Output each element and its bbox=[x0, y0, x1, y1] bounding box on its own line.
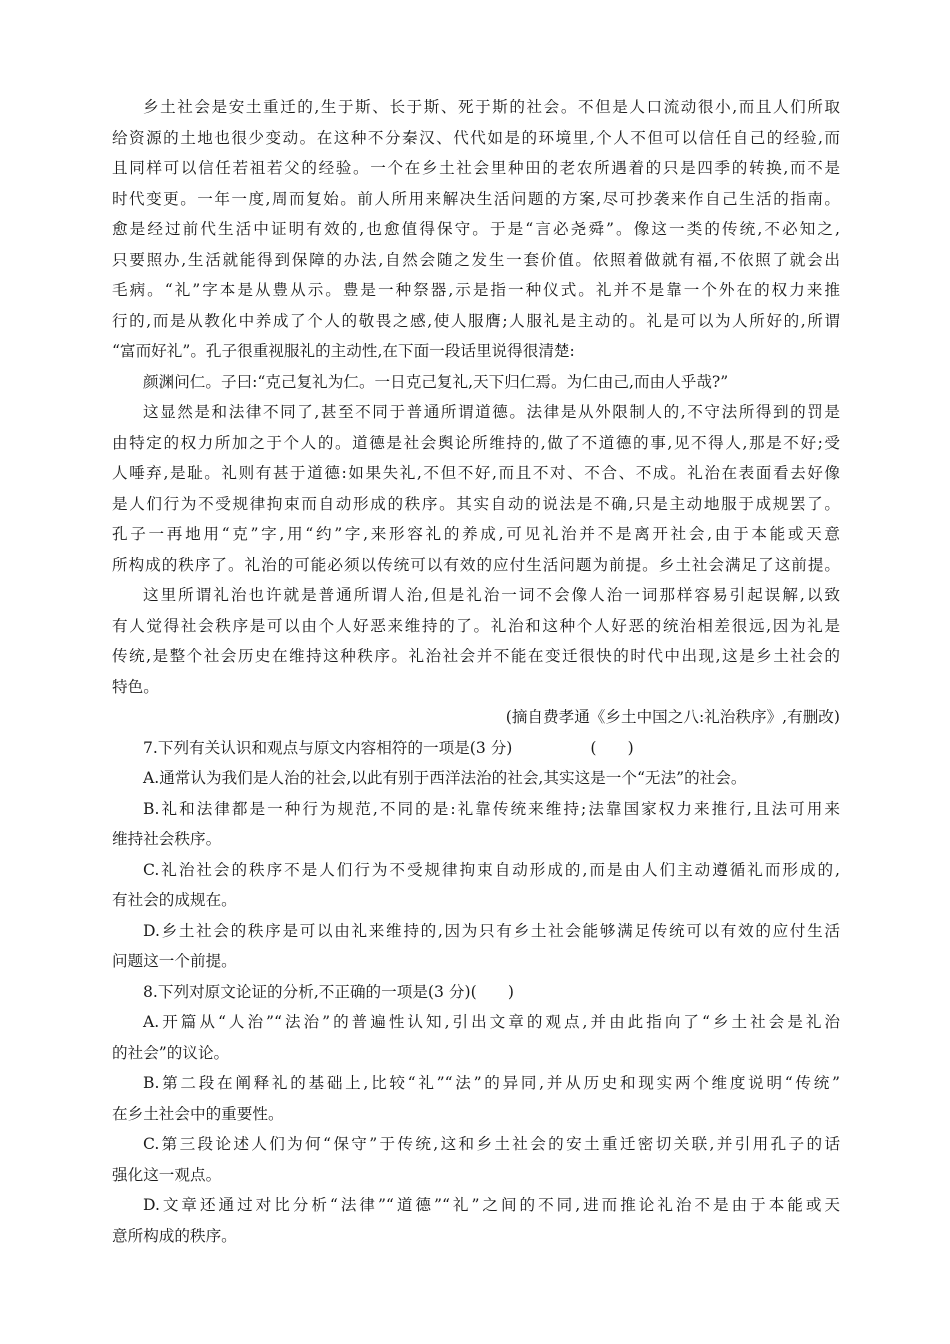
question-8 bbox=[112, 977, 840, 1252]
passage-paragraph-1 bbox=[112, 92, 840, 367]
option-d-cont: 意所构成的秩序。 bbox=[112, 1226, 237, 1245]
option-a-cont: 的社会”的议论。 bbox=[112, 1043, 230, 1062]
text-line: 由特定的权力所加之于个人的。道德是社会舆论所维持的,做了不道德的事,见不得人,那是不好;受 bbox=[112, 433, 840, 452]
text-line: 给资源的土地也很少变动。在这种不分秦汉、代代如是的环境里,个人不但可以信任自己的经验,而 bbox=[112, 128, 840, 147]
text-line: “富而好礼”。孔子很重视服礼的主动性,在下面一段话里说得很清楚: bbox=[112, 342, 575, 360]
option-c[interactable]: C.第三段论述人们为何“保守”于传统,这和乡土社会的安土重迁密切关联,并引用孔子的话 bbox=[143, 1135, 840, 1153]
option-d[interactable]: D.文章还通过对比分析“法律”“道德”“礼”之间的不同,进而推论礼治不是由于本能或天 bbox=[143, 1196, 840, 1214]
option-b[interactable]: B.第二段在阐释礼的基础上,比较“礼”“法”的异同,并从历史和现实两个维度说明“传统” bbox=[143, 1074, 840, 1092]
text-line: 传统,是整个社会历史在维持这种秩序。礼治社会并不能在变迁很快的时代中出现,这是乡土社会的 bbox=[112, 647, 840, 665]
option-c-cont: 有社会的成规在。 bbox=[112, 891, 237, 909]
text-line: 这里所谓礼治也许就是普通所谓人治,但是礼治一词不会像人治一词那样容易引起误解,以致 bbox=[143, 586, 840, 604]
text-line: 行的,而是从教化中养成了个人的敬畏之感,使人服膺;人服礼是主动的。礼是可以为人所好的,所谓 bbox=[112, 311, 840, 330]
text-line: 时代变更。一年一度,周而复始。前人所用来解决生活问题的方案,尽可抄袭来作自己生活的指南。 bbox=[112, 189, 840, 208]
text-line: 毛病。“礼”字本是从豊从示。豊是一种祭器,示是指一种仪式。礼并不是靠一个外在的权力来推 bbox=[112, 281, 840, 299]
text-line: 特色。 bbox=[112, 677, 159, 696]
option-a[interactable]: A.开篇从“人治”“法治”的普遍性认知,引出文章的观点,并由此指向了“乡土社会是礼治 bbox=[143, 1013, 840, 1031]
question-title: 8.下列对原文论证的分析,不正确的一项是(3 分)( ) bbox=[143, 982, 514, 1001]
text-line: 孔子一再地用“克”字,用“约”字,来形容礼的养成,可见礼治并不是离开社会,由于本能或天意 bbox=[112, 525, 840, 543]
text-line: 是人们行为不受规律拘束而自动形成的秩序。其实自动的说法是不确,只是主动地服于成规罢了。 bbox=[112, 494, 840, 513]
question-title: 7.下列有关认识和观点与原文内容相符的一项是(3 分) ( ) bbox=[143, 738, 634, 757]
option-d-cont: 问题这一个前提。 bbox=[112, 952, 237, 970]
text-line: 有人觉得社会秩序是可以由个人好恶来维持的了。礼治和这种个人好恶的统治相差很远,因为礼是 bbox=[112, 616, 840, 635]
option-c-cont: 强化这一观点。 bbox=[112, 1165, 222, 1184]
text-line: 且同样可以信任若祖若父的经验。一个在乡土社会里种田的老农所遇着的只是四季的转换,而不是 bbox=[112, 159, 840, 177]
passage-paragraph-3 bbox=[112, 580, 840, 702]
text-line: 乡土社会是安土重迁的,生于斯、长于斯、死于斯的社会。不但是人口流动很小,而且人们所取 bbox=[143, 98, 840, 116]
option-b-cont: 在乡土社会中的重要性。 bbox=[112, 1104, 284, 1123]
confucius-quote: 颜渊问仁。子曰:“克己复礼为仁。一日克己复礼,天下归仁焉。为仁由己,而由人乎哉?” bbox=[143, 372, 729, 391]
option-b-cont: 维持社会秩序。 bbox=[112, 830, 222, 848]
option-c[interactable]: C.礼治社会的秩序不是人们行为不受规律拘束自动形成的,而是由人们主动遵循礼而形成的, bbox=[143, 860, 840, 879]
question-7 bbox=[112, 733, 840, 977]
option-b[interactable]: B.礼和法律都是一种行为规范,不同的是:礼靠传统来维持;法靠国家权力来推行,且法可用来 bbox=[143, 799, 840, 818]
passage-paragraph-2 bbox=[112, 397, 840, 580]
text-line: 只要照办,生活就能得到保障的办法,自然会随之发生一套价值。依照着做就有福,不依照了就会出 bbox=[112, 250, 840, 269]
option-d[interactable]: D.乡土社会的秩序是可以由礼来维持的,因为只有乡土社会能够满足传统可以有效的应付生活 bbox=[143, 921, 840, 940]
text-line: 所构成的秩序了。礼治的可能必须以传统可以有效的应付生活问题为前提。乡土社会满足了这前提。 bbox=[112, 555, 840, 574]
text-line: 愈是经过前代生活中证明有效的,也愈值得保守。于是“言必尧舜”。像这一类的传统,不必知之, bbox=[112, 220, 840, 238]
document-page bbox=[112, 92, 840, 1251]
source-citation: (摘自费孝通《乡土中国之八:礼治秩序》,有删改) bbox=[505, 708, 840, 726]
option-a[interactable]: A.通常认为我们是人治的社会,以此有别于西洋法治的社会,其实这是一个“无法”的社会。 bbox=[143, 769, 747, 787]
text-line: 这显然是和法律不同了,甚至不同于普通所谓道德。法律是从外限制人的,不守法所得到的罚是 bbox=[143, 403, 840, 421]
text-line: 人唾弃,是耻。礼则有甚于道德:如果失礼,不但不好,而且不对、不合、不成。礼治在表面看去好像 bbox=[112, 464, 840, 482]
